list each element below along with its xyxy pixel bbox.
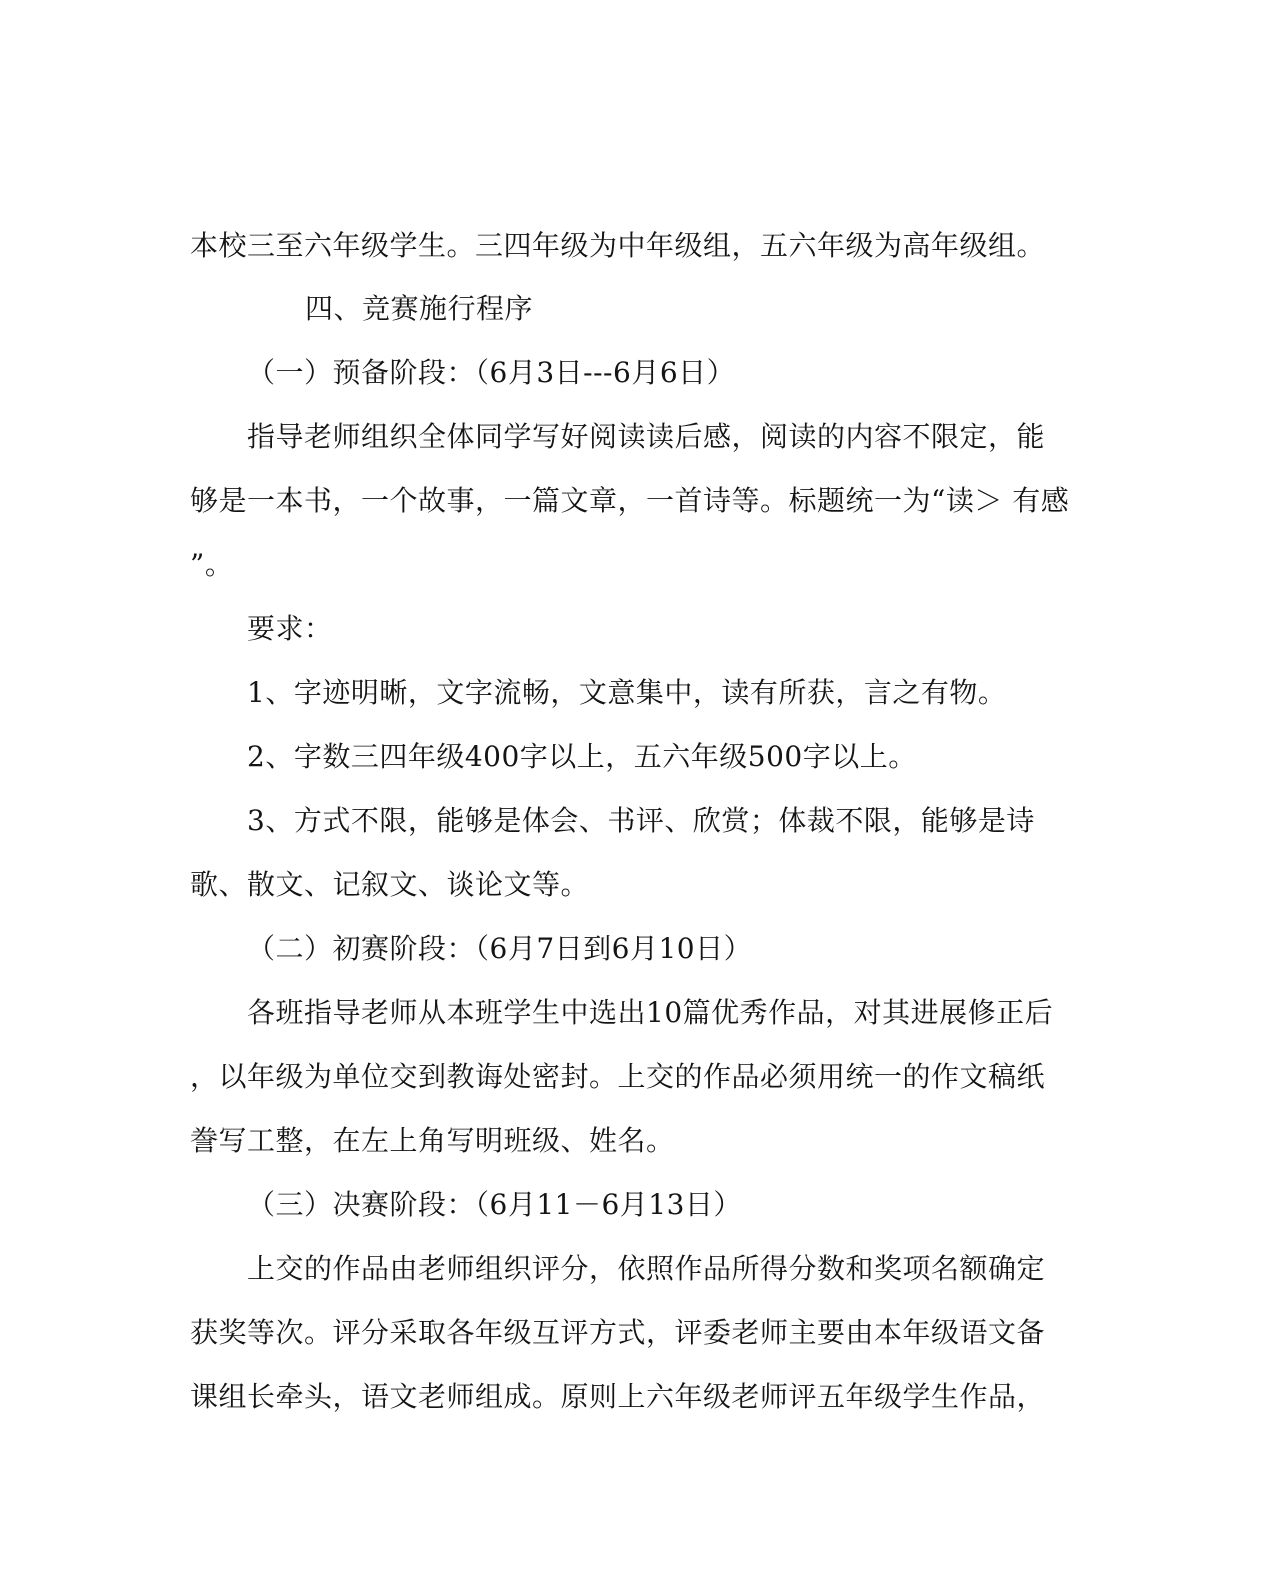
requirement-item-3-cont: 歌、散文、记叙文、谈论文等。 [190, 868, 590, 901]
text-line-preliminary-1: 各班指导老师从本班学生中选出10篇优秀作品，对其进展修正后 [247, 996, 1054, 1029]
section-heading-procedure: 四、竞赛施行程序 [305, 292, 534, 325]
text-line-final-1: 上交的作品由老师组织评分，依照作品所得分数和奖项名额确定 [247, 1252, 1046, 1285]
text-line-preparation-1: 指导老师组织全体同学写好阅读读后感，阅读的内容不限定，能 [247, 420, 1046, 453]
stage-heading-preparation: （一）预备阶段：（6月3日---6月6日） [247, 356, 736, 389]
requirements-heading: 要求： [247, 612, 333, 645]
text-line-final-3: 课组长牵头，语文老师组成。原则上六年级老师评五年级学生作品， [190, 1380, 1046, 1413]
text-line-participants: 本校三至六年级学生。三四年级为中年级组，五六年级为高年级组。 [190, 229, 1046, 262]
requirement-item-1: 1、字迹明晰，文字流畅，文意集中，读有所获，言之有物。 [247, 676, 1007, 709]
text-line-final-2: 获奖等次。评分采取各年级互评方式，评委老师主要由本年级语文备 [190, 1316, 1046, 1349]
requirement-item-2: 2、字数三四年级400字以上，五六年级500字以上。 [247, 740, 917, 773]
stage-heading-preliminary: （二）初赛阶段：（6月7日到6月10日） [247, 932, 753, 965]
stage-heading-final: （三）决赛阶段：（6月11－6月13日） [247, 1188, 742, 1221]
requirement-item-3: 3、方式不限，能够是体会、书评、欣赏；体裁不限，能够是诗 [247, 804, 1035, 837]
text-line-preparation-2: 够是一本书，一个故事，一篇文章，一首诗等。标题统一为“读＞ 有感 [190, 484, 1070, 517]
text-line-preparation-3: ”。 [190, 548, 234, 581]
text-line-preliminary-3: 誊写工整，在左上角写明班级、姓名。 [190, 1124, 675, 1157]
text-line-preliminary-2: ，以年级为单位交到教诲处密封。上交的作品必须用统一的作文稿纸 [190, 1060, 1046, 1093]
